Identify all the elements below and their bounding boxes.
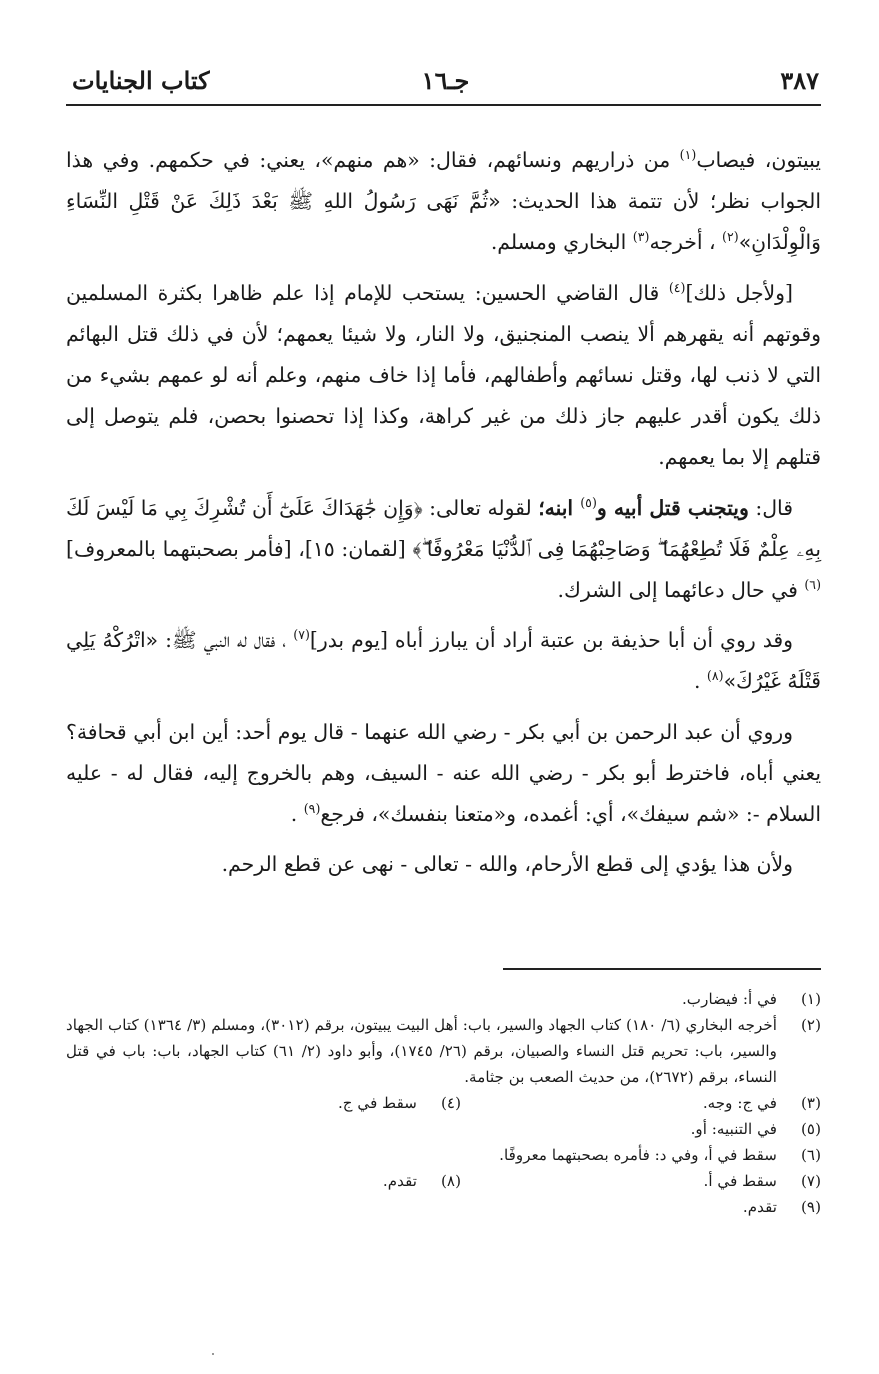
main-text — [66, 140, 821, 894]
footnote-number: (٩) — [800, 1198, 821, 1216]
quoted-text: «ثُمَّ نَهَى رَسُولُ اللهِ ﷺ بَعْدَ ذَلِكَ عَنْ قَتْلِ النِّسَاءِ وَالْوِلْدَانِ» — [66, 189, 821, 255]
footnote-ref: (٥) — [580, 494, 597, 510]
footnote-text: تقدم. — [742, 1198, 777, 1216]
header-rule — [66, 104, 821, 106]
text-run: في حال دعائهما إلى الشرك. — [557, 578, 805, 603]
text-run: يبيتون، فيصاب — [696, 148, 821, 172]
footnote-ref: (١) — [679, 147, 697, 163]
footnote-6 — [66, 1142, 821, 1168]
text-run: . — [693, 669, 707, 694]
volume-label: جـ١٦ — [421, 66, 470, 95]
paragraph-p3 — [66, 488, 821, 612]
footnote-number: (١) — [800, 990, 821, 1008]
footnote-number: (٦) — [800, 1146, 821, 1164]
paragraph-p6 — [66, 844, 821, 885]
footnote-1 — [66, 986, 821, 1012]
footnote-text: في أ: فيضارب. — [681, 990, 777, 1008]
text-run: من ذراريهم ونسائهم، فقال: «هم منهم»، يعني: في حكمهم. وفي هذا الجواب نظر؛ لأن تتمة هذا الحديث: — [66, 148, 821, 214]
text-run: ، أخرجه — [649, 230, 723, 255]
footnote-separator — [503, 968, 821, 970]
footnote-5 — [66, 1116, 821, 1142]
footnote-text: في ج: وجه. — [702, 1094, 777, 1112]
paragraph-p4 — [66, 620, 821, 702]
running-header — [72, 62, 819, 102]
text-run: ابنه؛ — [538, 495, 581, 520]
footnote-4 — [237, 1090, 461, 1116]
footnote-text: أخرجه البخاري (٦/ ١٨٠) كتاب الجهاد والسير، باب: أهل البيت يبيتون، برقم (٣٠١٢)، ومسلم (٣/ ١٣٦٤) كتاب الجهاد والسير، باب: تحريم قتل النساء والصبيان، برقم (٢٦/ ١٧٤٥)، وأبو داود (٢/ ٦١) كتاب الجهاد، باب: باب في قتل النساء، برقم (٢٦٧٢)، من حديث الصعب بن جثامة. — [66, 1016, 777, 1086]
paragraph-p2 — [66, 273, 821, 479]
footnote-number: (٨) — [440, 1172, 461, 1190]
quoted-text: ﴿وَإِن جَٰهَدَاكَ عَلَىٰٓ أَن تُشْرِكَ بِي مَا لَيْسَ لَكَ بِهِۦ عِلْمٌ فَلَا تُطِعْهُمَا ۖ وَصَاحِبْهُمَا فِى ٱلدُّنْيَا مَعْرُوفًا ۖ﴾ — [66, 495, 821, 561]
text-run: [ولأجل ذلك] — [685, 280, 793, 305]
text-run: قال: — [748, 495, 793, 520]
footnote-ref: (٧) — [293, 627, 310, 643]
footnote-number: (٥) — [800, 1120, 821, 1138]
footnote-text: سقط في أ. — [703, 1172, 777, 1190]
footnote-ref: (٨) — [706, 668, 724, 684]
footnote-text: تقدم. — [382, 1172, 417, 1190]
footnote-number: (٤) — [440, 1094, 461, 1112]
chapter-title: كتاب الجنايات — [72, 66, 210, 95]
text-run: وروي أن عبد الرحمن بن أبي بكر - رضي الله عنهما - قال يوم أحد: أين ابن أبي قحافة؟ يعني أباه، فاخترط أبو بكر - رضي الله عنه - السيف، وهم بالخروج إليه، فقال له - عليه السلام -: «شم سيفك»، أي: أغمده، و«متعنا بنفسك»، فرجع — [66, 719, 821, 827]
footnote-number: (٧) — [800, 1172, 821, 1190]
footnote-ref: (٢) — [722, 229, 739, 245]
text-run: البخاري ومسلم. — [490, 230, 633, 255]
text-run: ويتجنب قتل أبيه و — [596, 495, 749, 520]
footnote-text: سقط في ج. — [337, 1094, 417, 1112]
footnote-8 — [237, 1168, 461, 1194]
quoted-text: «اتْرُكْهُ يَلِي قَتْلَهُ غَيْرُكَ» — [66, 628, 821, 694]
footnote-2 — [66, 1012, 821, 1090]
text-run: لقوله تعالى: — [422, 495, 539, 520]
footnote-number: (٣) — [800, 1094, 821, 1112]
footnote-ref: (٩) — [303, 801, 321, 817]
footnote-row — [66, 1168, 821, 1194]
text-run: وقد روي أن أبا حذيفة بن عتبة أراد أن يبارز أباه [يوم بدر] — [309, 628, 794, 653]
text-run: قال القاضي الحسين: يستحب للإمام إذا علم ظاهرا بكثرة المسلمين وقوتهم أنه يقهرهم ألا ينصب المنجنيق، ولا النار، ولا شيئا يعمهم؛ لأن في ذلك قتل البهائم التي لا ذنب لها، وقتل نسائهم وأطفالهم، فأما إذا خاف منهم، وعلم أنه لو عمهم بشيء من ذلك يكون أقدر عليهم جاز ذلك من غير كراهة، وكذا إذا تحصنوا بحصن، فلم يتوصل إلى قتلهم إلا بما يعمهم. — [66, 280, 822, 470]
footnote-ref: (٤) — [668, 279, 686, 295]
footnote-ref: (٣) — [632, 229, 650, 245]
footnote-text: في التنبيه: أو. — [690, 1120, 777, 1138]
text-run: ولأن هذا يؤدي إلى قطع الأرحام، والله - تعالى - نهى عن قطع الرحم. — [221, 852, 793, 877]
footnote-text: سقط في أ، وفي د: فأمره بصحبتهما معروفًا. — [499, 1146, 777, 1164]
page-number: ٣٨٧ — [780, 66, 819, 95]
paper-speck — [212, 1353, 214, 1355]
footnote-9 — [66, 1194, 821, 1220]
footnotes — [66, 986, 821, 1220]
paragraph-p1 — [66, 140, 821, 264]
text-run: ، فقال له النبي ﷺ: — [158, 628, 294, 653]
text-run: [لقمان: ١٥]، [فأمر بصحبتهما بالمعروف] — [66, 536, 413, 561]
footnote-number: (٢) — [800, 1016, 821, 1034]
footnote-7 — [437, 1168, 821, 1194]
footnote-ref: (٦) — [804, 577, 821, 593]
footnote-3 — [437, 1090, 821, 1116]
footnote-row — [66, 1090, 821, 1116]
paragraph-p5 — [66, 712, 821, 836]
text-run: . — [290, 802, 304, 827]
